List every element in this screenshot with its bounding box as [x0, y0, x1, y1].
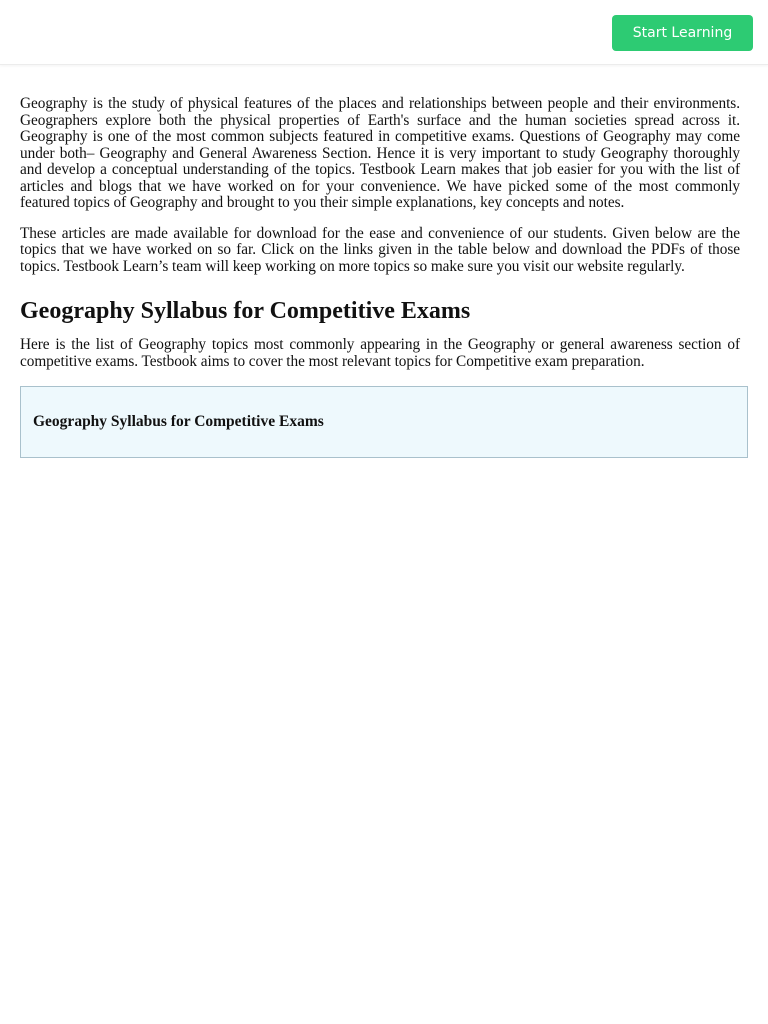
section-title: Geography Syllabus for Competitive Exams — [20, 298, 471, 324]
start-learning-button[interactable]: Start Learning — [612, 15, 753, 51]
syllabus-table-header: Geography Syllabus for Competitive Exams — [33, 413, 324, 430]
article-content — [20, 96, 740, 458]
section-intro-paragraph: Here is the list of Geography topics most commonly appearing in the Geography or general awareness section of competitive exams. Testbook aims to cover the most relevant topics for Competitive exam preparation. — [20, 336, 740, 370]
intro-paragraph: Geography is the study of physical features of the places and relationships between people and their environments. Geographers explore both the physical properties of Earth's surface and the human societies spread across it. Geography is one of the most common subjects featured in competitive exams. Questions of Geography may come under both– Geography and General Awareness Section. Hence it is very important to study Geography thoroughly and develop a conceptual understanding of the topics. Testbook Learn makes that job easier for you with the list of articles and blogs that we have worked on for your convenience. We have picked some of the most commonly featured topics of Geography and brought to you their simple explanations, key concepts and notes. — [20, 95, 740, 211]
syllabus-table — [20, 386, 748, 458]
download-paragraph: These articles are made available for download for the ease and convenience of our students. Given below are the topics that we have worked on so far. Click on the links given in the table below and download the PDFs of those topics. Testbook Learn’s team will keep working on more topics so make sure you visit our website regularly. — [20, 224, 740, 275]
top-navigation-bar — [0, 0, 768, 65]
